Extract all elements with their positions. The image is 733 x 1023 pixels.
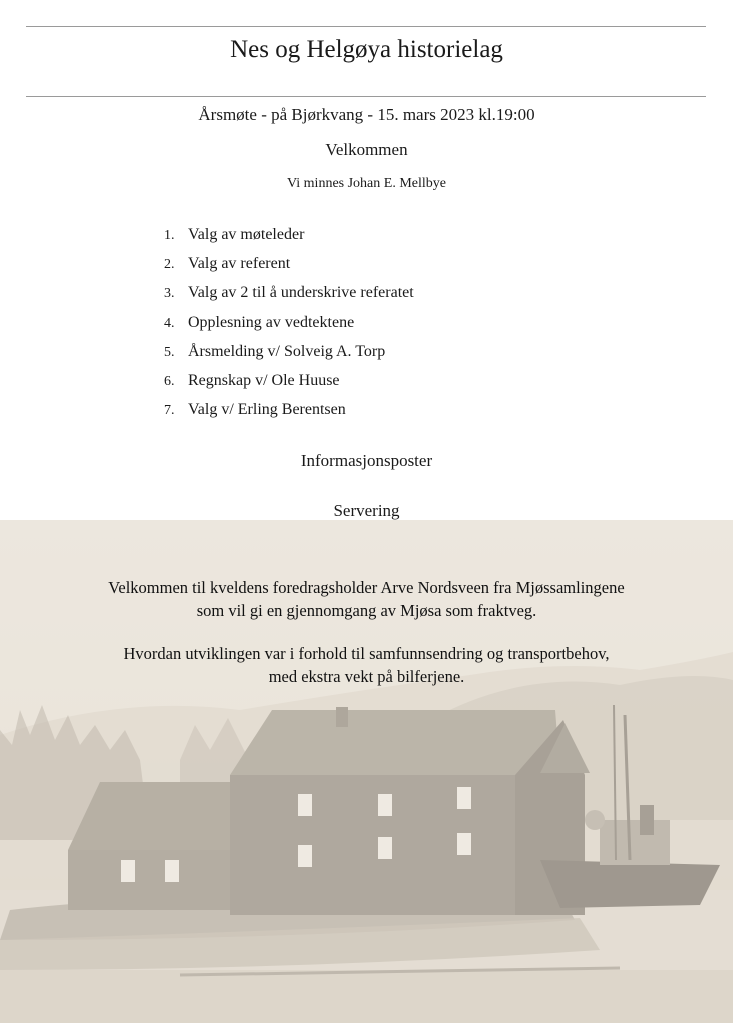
agenda-item (164, 226, 414, 255)
page-title: Nes og Helgøya historielag (230, 36, 503, 63)
lecture-paragraph-2 (0, 642, 733, 688)
agenda-list (164, 226, 414, 430)
info-posters-heading: Informasjonsposter (300, 451, 433, 470)
agenda-number: 7. (164, 403, 175, 419)
lecture-line: med ekstra vekt på bilferjene. (268, 667, 465, 686)
agenda-number: 4. (164, 315, 175, 331)
lecture-line: Velkommen til kveldens foredragsholder Arve Nordsveen fra Mjøssamlingene (108, 578, 625, 597)
serving-heading: Servering (333, 501, 400, 520)
lecture-line: Hvordan utviklingen var i forhold til samfunnsendring og transportbehov, (123, 644, 610, 663)
agenda-number: 6. (164, 373, 175, 389)
agenda-text: Opplesning av vedtektene (188, 313, 355, 331)
agenda-text: Valg av møteleder (188, 226, 305, 243)
agenda-item (164, 372, 414, 401)
agenda-item (164, 343, 414, 372)
agenda-number: 5. (164, 344, 175, 360)
title-divider (26, 96, 706, 97)
agenda-item (164, 284, 414, 313)
welcome-heading: Velkommen (325, 140, 408, 159)
agenda-item (164, 401, 414, 430)
meeting-details: Årsmøte - på Bjørkvang - 15. mars 2023 kl.19:00 (198, 105, 535, 124)
agenda-text: Valg av referent (188, 255, 291, 273)
memorial-line: Vi minnes Johan E. Mellbye (287, 176, 446, 191)
agenda-item (164, 314, 414, 343)
agenda-number: 2. (164, 257, 175, 273)
agenda-number: 3. (164, 286, 175, 302)
agenda-text: Regnskap v/ Ole Huuse (188, 371, 340, 389)
agenda-item (164, 255, 414, 284)
lecture-line: som vil gi en gjennomgang av Mjøsa som fraktveg. (196, 601, 537, 620)
lecture-paragraph-1 (0, 576, 733, 622)
top-divider (26, 26, 706, 27)
agenda-text: Valg av 2 til å underskrive referatet (188, 284, 414, 302)
agenda-text: Valg v/ Erling Berentsen (188, 401, 346, 419)
agenda-number: 1. (164, 228, 175, 243)
agenda-text: Årsmelding v/ Solveig A. Torp (188, 342, 386, 360)
